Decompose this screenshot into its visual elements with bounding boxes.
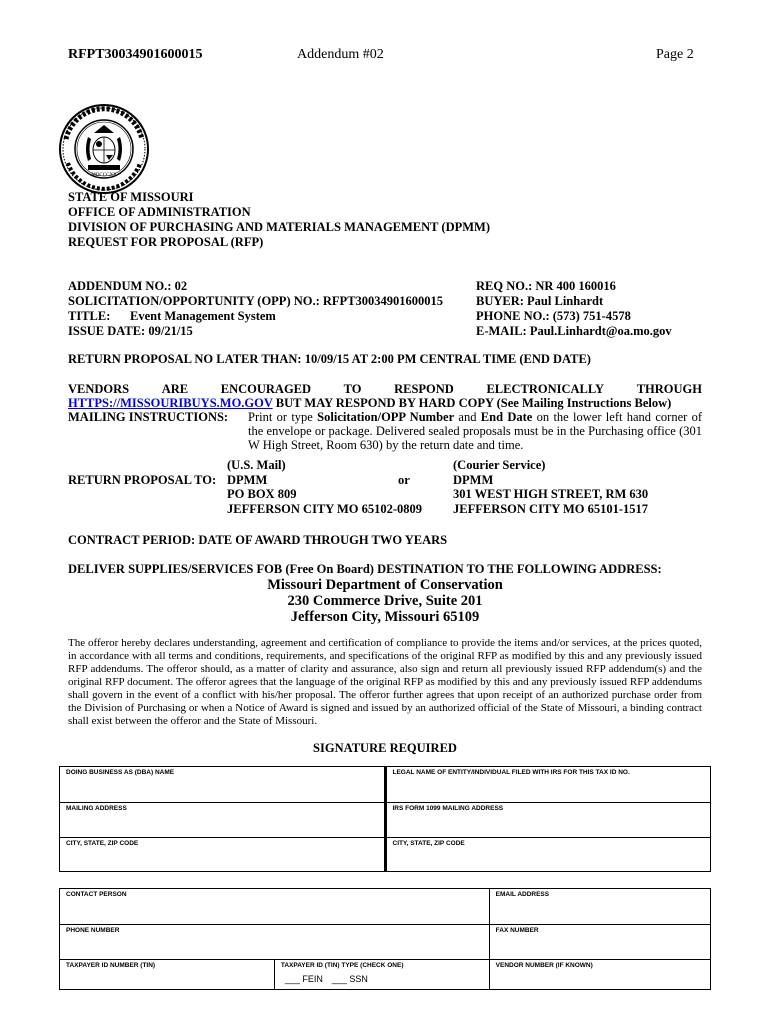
return-deadline: RETURN PROPOSAL NO LATER THAN: 10/09/15 AT 2:00 PM CENTRAL TIME (END DATE): [68, 352, 591, 366]
rfp-number: RFPT30034901600015: [68, 47, 203, 62]
destination-line: Missouri Department of Conservation: [267, 577, 503, 593]
fein-checkbox[interactable]: ___ FEIN: [284, 974, 323, 984]
word: RESPOND: [394, 382, 454, 396]
address-line: (U.S. Mail): [227, 458, 286, 472]
mailing-text: Print or type Solicitation/OPP Number and End Date on the lower left hand corner of the envelope or package. Delivered sealed proposals must be in the Purchasing office (301 W High Street, Room 630) by the return date and time.: [248, 410, 703, 452]
courier-address: [453, 458, 648, 516]
agency-line: OFFICE OF ADMINISTRATION: [68, 205, 251, 219]
address-line: DPMM: [453, 472, 494, 487]
address-line: JEFFERSON CITY MO 65102-0809: [227, 501, 423, 516]
phone-number-field[interactable]: PHONE NUMBER: [60, 925, 490, 960]
agency-line: STATE OF MISSOURI: [68, 190, 194, 204]
contact-person-field[interactable]: CONTACT PERSON: [60, 889, 490, 925]
buyer-phone: PHONE NO.: (573) 751-4578: [476, 309, 631, 323]
destination-line: Jefferson City, Missouri 65109: [290, 609, 480, 625]
svg-text:MDCCCXX: MDCCCXX: [91, 173, 117, 178]
destination-line: 230 Commerce Drive, Suite 201: [287, 593, 483, 609]
issue-date: ISSUE DATE: 09/21/15: [68, 324, 193, 338]
vendor-instructions: [68, 382, 702, 452]
signature-required-heading: SIGNATURE REQUIRED: [313, 741, 457, 755]
return-to-label: RETURN PROPOSAL TO:: [68, 473, 217, 487]
agency-line: REQUEST FOR PROPOSAL (RFP): [68, 235, 264, 249]
email-address-field[interactable]: EMAIL ADDRESS: [489, 889, 710, 925]
word: ELECTRONICALLY: [486, 382, 605, 396]
or-text: or: [398, 473, 410, 487]
address-line: DPMM: [227, 472, 268, 487]
irs-mailing-address-field[interactable]: IRS FORM 1099 MAILING ADDRESS: [385, 803, 711, 838]
mailing-instructions: [68, 410, 702, 452]
page-number: Page 2: [656, 47, 694, 62]
irs-city-state-zip-field[interactable]: CITY, STATE, ZIP CODE: [385, 838, 711, 872]
address-line: JEFFERSON CITY MO 65101-1517: [453, 501, 649, 516]
vendor-number-field[interactable]: VENDOR NUMBER (IF KNOWN): [489, 960, 710, 990]
address-line: PO BOX 809: [227, 487, 297, 501]
word: ARE: [161, 382, 189, 396]
us-mail-address: [227, 458, 422, 516]
mailing-address-field[interactable]: MAILING ADDRESS: [60, 803, 386, 838]
mailing-label: MAILING INSTRUCTIONS:: [68, 410, 229, 424]
agency-block: [68, 190, 490, 250]
address-line: (Courier Service): [453, 458, 546, 472]
title-label: TITLE:: [68, 309, 111, 323]
buyer-name: BUYER: Paul Linhardt: [476, 294, 604, 308]
offeror-declaration: The offeror hereby declares understanding, agreement and certification of compliance to provide the items and/or services, at the prices quoted, in accordance with all terms and conditions, requirements, and specifications of the original RFP as modified by this and any previously issued RFP addendums. The offeror should, as a matter of clarity and assurance, also sign and return all previously issued RFP addendum(s) and the original RFP document. The offeror agrees that the language of the original RFP as modified by this and any previously issued RFP addendums shall govern in the event of a conflict with his/her proposal. The offeror further agrees that upon receipt of an authorized purchase order from the Division of Purchasing or when a Notice of Award is signed and issued by an authorized official of the State of Missouri, a binding contract shall exist between the offeror and the State of Missouri.: [68, 637, 702, 727]
ssn-checkbox[interactable]: ___ SSN: [331, 974, 368, 984]
rfp-details-left: [68, 279, 443, 339]
contract-period: CONTRACT PERIOD: DATE OF AWARD THROUGH TWO YEARS: [68, 533, 448, 547]
word: THROUGH: [636, 382, 702, 396]
vendor-link-line: [68, 396, 702, 410]
req-number: REQ NO.: NR 400 160016: [476, 279, 616, 293]
dba-name-field[interactable]: DOING BUSINESS AS (DBA) NAME: [60, 767, 386, 803]
buyer-email: E-MAIL: Paul.Linhardt@oa.mo.gov: [476, 324, 672, 338]
word: TO: [343, 382, 362, 396]
tin-type-field: TAXPAYER ID (TIN) TYPE (CHECK ONE) ___ FEIN ___ SSN: [274, 960, 489, 990]
vendor-encourage-line: [68, 382, 702, 396]
word: VENDORS: [68, 382, 130, 396]
solicitation-number: SOLICITATION/OPPORTUNITY (OPP) NO.: RFPT30034901600015: [68, 294, 444, 308]
vendor-name-address-form: [59, 766, 711, 872]
agency-line: DIVISION OF PURCHASING AND MATERIALS MANAGEMENT (DPMM): [68, 220, 490, 234]
addendum-title: Addendum #02: [297, 47, 384, 62]
title-value: Event Management System: [130, 309, 276, 323]
city-state-zip-field[interactable]: CITY, STATE, ZIP CODE: [60, 838, 386, 872]
word: ENCOURAGED: [220, 382, 312, 396]
addendum-number: ADDENDUM NO.: 02: [68, 279, 188, 293]
destination-address: [68, 577, 702, 625]
missouribuys-link[interactable]: HTTPS://MISSOURIBUYS.MO.GOV: [68, 396, 273, 410]
rfp-title: [68, 309, 443, 324]
address-line: 301 WEST HIGH STREET, RM 630: [453, 487, 649, 501]
rfp-details-right: [476, 279, 672, 339]
legal-name-field[interactable]: LEGAL NAME OF ENTITY/INDIVIDUAL FILED WITH IRS FOR THIS TAX ID NO.: [385, 767, 711, 803]
vendor-contact-form: [59, 888, 711, 990]
deliver-instruction: DELIVER SUPPLIES/SERVICES FOB (Free On Board) DESTINATION TO THE FOLLOWING ADDRESS:: [68, 562, 662, 576]
fax-number-field[interactable]: FAX NUMBER: [489, 925, 710, 960]
tin-field[interactable]: TAXPAYER ID NUMBER (TIN): [60, 960, 275, 990]
hard-copy-note: BUT MAY RESPOND BY HARD COPY (See Mailing Instructions Below): [272, 396, 672, 410]
state-seal-icon: [58, 103, 150, 195]
